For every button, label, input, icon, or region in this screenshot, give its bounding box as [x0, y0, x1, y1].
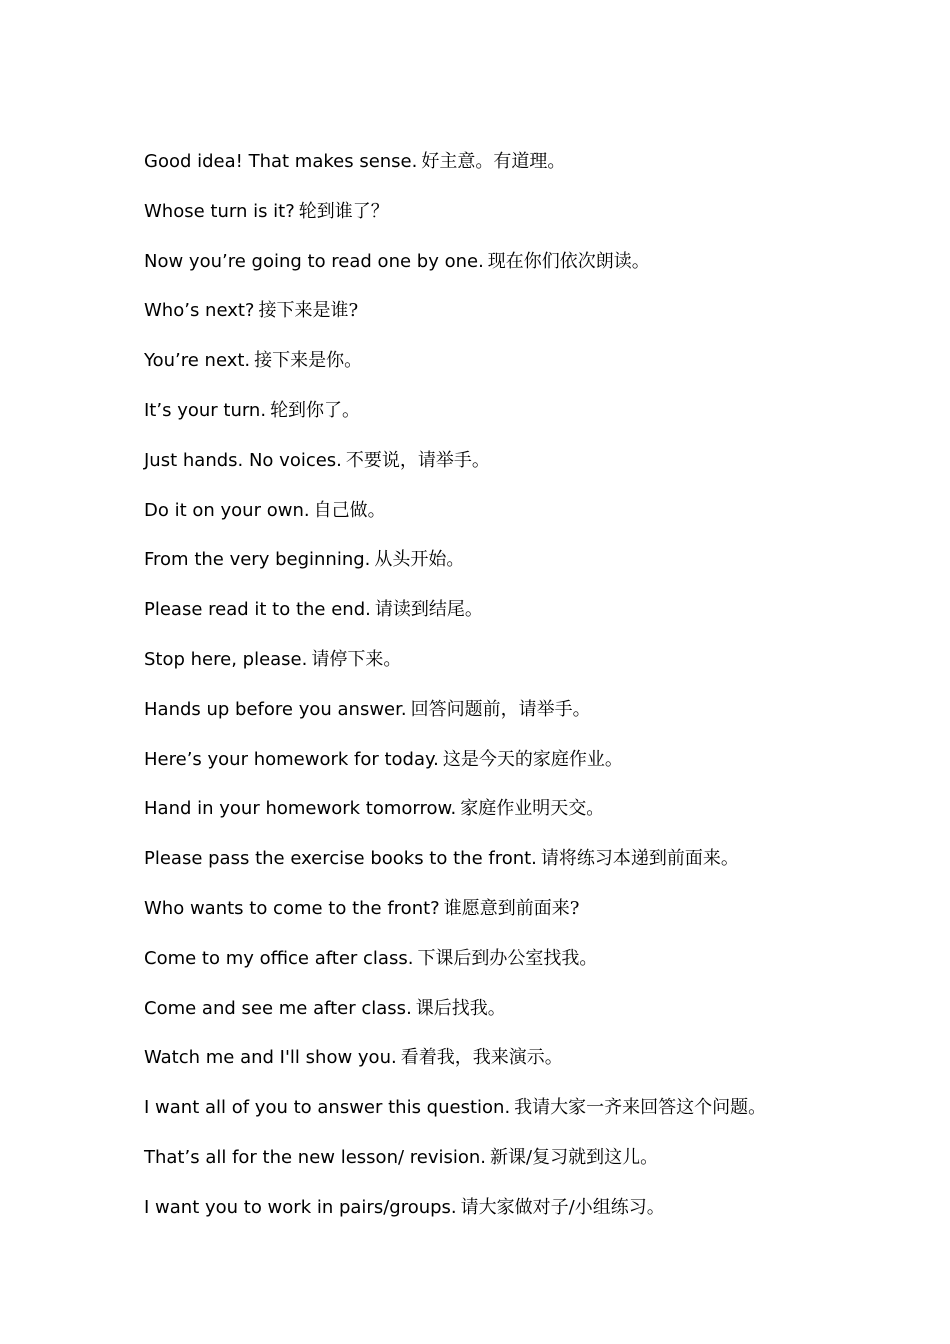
- phrase-line: [144, 297, 924, 347]
- phrase-english: Do it on your own.: [144, 499, 310, 521]
- phrase-line: [144, 746, 924, 796]
- phrase-english: It’s your turn.: [144, 399, 267, 421]
- phrase-line: [144, 1044, 924, 1094]
- phrase-english: From the very beginning.: [144, 549, 371, 571]
- phrase-chinese: 好主意。有道理。: [421, 151, 566, 172]
- phrase-chinese: 轮到谁了？: [298, 200, 389, 222]
- phrase-line: [144, 646, 924, 696]
- phrase-line: [144, 845, 924, 895]
- phrase-english: You’re next.: [144, 350, 251, 372]
- phrase-chinese: 现在你们依次朗读。: [487, 250, 650, 272]
- phrase-chinese: 接下来是谁?: [258, 300, 359, 322]
- phrase-list: [144, 148, 924, 1244]
- phrase-line: [144, 397, 924, 447]
- phrase-chinese: 课后找我。: [415, 997, 506, 1019]
- phrase-chinese: 回答问题前，请举手。: [410, 698, 591, 720]
- phrase-english: Now you’re going to read one by one.: [144, 250, 484, 272]
- phrase-english: Whose turn is it?: [144, 200, 295, 222]
- phrase-chinese: 我请大家一齐来回答这个问题。: [514, 1097, 767, 1119]
- phrase-line: [144, 248, 924, 298]
- phrase-english: Who’s next?: [144, 300, 255, 322]
- phrase-line: [144, 347, 924, 397]
- phrase-chinese: 轮到你了。: [270, 399, 361, 421]
- phrase-line: [144, 696, 924, 746]
- phrase-line: [144, 895, 924, 945]
- phrase-chinese: 自己做。: [313, 499, 386, 521]
- phrase-chinese: 谁愿意到前面来?: [443, 897, 580, 919]
- phrase-english: Good idea! That makes sense.: [144, 151, 418, 172]
- phrase-chinese: 新课/复习就到这儿。: [490, 1146, 659, 1168]
- phrase-line: [144, 945, 924, 995]
- phrase-line: [144, 447, 924, 497]
- phrase-english: Who wants to come to the front?: [144, 897, 440, 919]
- phrase-english: I want you to work in pairs/groups.: [144, 1196, 457, 1218]
- phrase-line: [144, 995, 924, 1045]
- phrase-chinese: 接下来是你。: [254, 350, 363, 372]
- phrase-english: Just hands. No voices.: [144, 449, 342, 471]
- phrase-english: Come to my office after class.: [144, 947, 414, 969]
- phrase-english: Watch me and I'll show you.: [144, 1047, 397, 1069]
- phrase-line: [144, 596, 924, 646]
- phrase-english: Please pass the exercise books to the front.: [144, 848, 537, 870]
- phrase-chinese: 请读到结尾。: [374, 599, 483, 621]
- phrase-english: I want all of you to answer this question.: [144, 1097, 511, 1119]
- phrase-line: [144, 546, 924, 596]
- phrase-line: [144, 497, 924, 547]
- phrase-english: Come and see me after class.: [144, 997, 412, 1019]
- phrase-chinese: 下课后到办公室找我。: [417, 947, 598, 969]
- phrase-english: Here’s your homework for today.: [144, 748, 439, 770]
- phrase-chinese: 不要说，请举手。: [345, 449, 490, 471]
- phrase-english: Hands up before you answer.: [144, 698, 407, 720]
- phrase-line: [144, 1144, 924, 1194]
- phrase-chinese: 从头开始。: [374, 549, 465, 571]
- phrase-english: Stop here, please.: [144, 648, 308, 670]
- phrase-chinese: 请大家做对子/小组练习。: [460, 1196, 665, 1218]
- phrase-line: [144, 198, 924, 248]
- phrase-english: Please read it to the end.: [144, 599, 371, 621]
- phrase-line: [144, 795, 924, 845]
- phrase-chinese: 这是今天的家庭作业。: [442, 748, 623, 770]
- phrase-english: Hand in your homework tomorrow.: [144, 798, 457, 820]
- phrase-line: [144, 148, 924, 198]
- phrase-chinese: 请将练习本递到前面来。: [540, 848, 739, 870]
- phrase-chinese: 请停下来。: [311, 648, 402, 670]
- phrase-english: That’s all for the new lesson/ revision.: [144, 1146, 487, 1168]
- phrase-chinese: 看着我，我来演示。: [400, 1047, 563, 1069]
- phrase-line: [144, 1194, 924, 1244]
- phrase-line: [144, 1094, 924, 1144]
- phrase-chinese: 家庭作业明天交。: [460, 798, 605, 820]
